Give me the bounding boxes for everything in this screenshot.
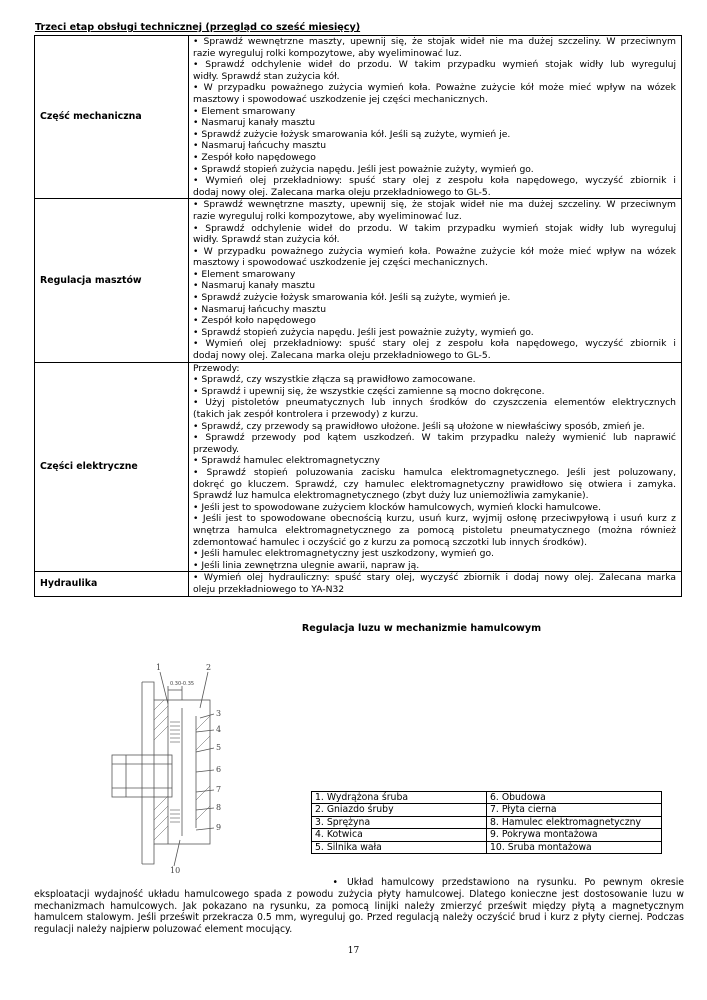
content-line: • Sprawdź wewnętrzne maszty, upewnij się, że stojak wideł nie ma dużej szczeliny. W przeciwnym (193, 199, 676, 211)
callout-9: 9 (216, 823, 222, 832)
legend-cell: 2. Gniazdo śruby (312, 804, 487, 816)
content-line: • Sprawdź, czy przewody są prawidłowo ułożone. Jeśli są ułożone w niewłaściwy sposób, zmień je. (193, 420, 645, 432)
legend-cell: 9. Pokrywa montażowa (487, 829, 662, 841)
row-label: Hydraulika (35, 572, 189, 596)
legend-cell: 7. Płyta cierna (487, 804, 662, 816)
content-line: dodaj nowy olej. Zalecana marka oleju przekładniowego to GL-5. (193, 350, 491, 362)
callout-7: 7 (216, 785, 222, 794)
content-line: • Sprawdź zużycie łożysk smarowania kół. Jeśli są zużyte, wymień je. (193, 292, 511, 304)
brake-mechanism-drawing (70, 660, 230, 875)
content-line: • Jeśli hamulec elektromagnetyczny jest uszkodzony, wymień go. (193, 548, 494, 560)
content-line: • Nasmaruj kanały masztu (193, 117, 316, 129)
content-line: razie wyreguluj rolki kompozytowe, aby wyeliminować luz. (193, 47, 462, 59)
content-line: • Nasmaruj łańcuchy masztu (193, 140, 327, 152)
row-label: Regulacja masztów (35, 199, 189, 362)
content-line: • Sprawdź zużycie łożysk smarowania kół. Jeśli są zużyte, wymień je. (193, 128, 511, 140)
content-line: • Zespół koło napędowego (193, 315, 316, 327)
row-label: Część mechaniczna (35, 36, 189, 199)
content-line: • Sprawdź stopień zużycia napędu. Jeśli jest poważnie zużyty, wymień go. (193, 326, 534, 338)
content-line: razie wyreguluj rolki kompozytowe, aby wyeliminować luz. (193, 210, 462, 222)
callout-3: 3 (216, 709, 222, 718)
table-row (35, 572, 682, 596)
content-line: • Sprawdź hamulec elektromagnetyczny (193, 455, 380, 467)
legend-row (312, 792, 662, 804)
content-line: • Wymień olej hydrauliczny: spuść stary olej, wyczyść zbiornik i dodaj nowy olej. Zalecana marka (193, 572, 676, 584)
content-line: • Nasmaruj łańcuchy masztu (193, 303, 327, 315)
content-line: zdemontować hamulec i oczyścić go z kurzu za pomocą szczotki lub innych środków). (193, 536, 588, 548)
content-line: Sprawdź luz hamulca elektromagnetycznego (zbyt duży luz uniemożliwia zamykanie). (193, 490, 589, 502)
content-line: • Nasmaruj kanały masztu (193, 280, 316, 292)
callout-2: 2 (206, 663, 212, 672)
content-line: widły. Sprawdź stan zużycia kół. (193, 70, 340, 82)
content-line: • Zespół koło napędowego (193, 151, 316, 163)
content-line: • Sprawdź odchylenie wideł do przodu. W takim przypadku wymień stojak widły lub wyreguluj (193, 222, 676, 234)
content-line: dodaj nowy olej. Zalecana marka oleju przekładniowego to GL-5. (193, 186, 491, 198)
row-content (189, 36, 682, 199)
row-content (189, 362, 682, 572)
content-line: dokręć go kluczem. Sprawdź, czy hamulec elektromagnetyczny prawidłowo się otwiera i zamyka. (193, 478, 676, 490)
legend-cell: 1. Wydrążona śruba (312, 792, 487, 804)
callout-4: 4 (216, 725, 222, 734)
content-line: • Użyj pistoletów pneumatycznych lub innych środków do czyszczenia elementów elektrycznych (193, 397, 676, 409)
row-label: Części elektryczne (35, 362, 189, 572)
content-line: (takich jak zespół kontrolera i przewody) z kurzu. (193, 409, 419, 420)
legend-row (312, 804, 662, 816)
page-number: 17 (347, 946, 360, 956)
row-content (189, 199, 682, 362)
content-line: • Sprawdź stopień poluzowania zacisku hamulca elektromagnetycznego. Jeśli jest poluzowany, (193, 466, 676, 478)
legend-row (312, 841, 662, 853)
legend-cell: 3. Sprężyna (312, 816, 487, 828)
content-line: • Sprawdź, czy wszystkie złącza są prawidłowo zamocowane. (193, 374, 476, 386)
legend-row (312, 829, 662, 841)
content-line: • Sprawdź stopień zużycia napędu. Jeśli jest poważnie zużyty, wymień go. (193, 163, 534, 175)
content-line: wnętrza hamulca elektromagnetycznego za pomocą pistoletu pneumatycznego (można również (193, 524, 676, 536)
callout-10: 10 (170, 866, 181, 875)
content-line: przewody. (193, 443, 240, 455)
legend-cell: 6. Obudowa (487, 792, 662, 804)
content-line: • Jeśli jest to spowodowane zużyciem klocków hamulcowych, wymień klocki hamulcowe. (193, 501, 602, 513)
legend-cell: 4. Kotwica (312, 829, 487, 841)
maintenance-table (34, 35, 682, 597)
content-line: widły. Sprawdź stan zużycia kół. (193, 234, 340, 246)
table-row (35, 199, 682, 362)
bullet: • (332, 877, 338, 888)
content-line: • Sprawdź przewody pod kątem uszkodzeń. W takim przypadku należy wymienić lub naprawić (193, 432, 676, 444)
callout-1: 1 (156, 663, 162, 672)
table-row (35, 362, 682, 572)
section-title: Regulacja luzu w mechanizmie hamulcowym (301, 623, 542, 634)
table-row (35, 36, 682, 199)
content-line: • W przypadku poważnego zużycia wymień koła. Poważne zużycie kół może mieć wpływ na wózek (193, 245, 676, 257)
content-line: • Sprawdź odchylenie wideł do przodu. W takim przypadku wymień stojak widły lub wyreguluj (193, 59, 676, 71)
dimension-label: 0.30-0.35 (170, 681, 195, 687)
content-line: • Element smarowany (193, 105, 296, 117)
content-line: • Wymień olej przekładniowy: spuść stary olej z zespołu koła napędowego, wyczyść zbiornik i (193, 175, 676, 187)
content-line: • Sprawdź wewnętrzne maszty, upewnij się, że stojak wideł nie ma dużej szczeliny. W przeciwnym (193, 36, 676, 47)
callout-6: 6 (216, 765, 222, 774)
callout-5: 5 (216, 743, 222, 752)
content-line: • W przypadku poważnego zużycia wymień koła. Poważne zużycie kół może mieć wpływ na wózek (193, 82, 676, 94)
legend-cell: 10. Śruba montażowa (487, 841, 662, 853)
legend-cell: 5. Silnika wała (312, 841, 487, 853)
brake-description (34, 877, 684, 936)
content-line: • Element smarowany (193, 268, 296, 280)
parts-legend (311, 791, 662, 854)
content-line: Przewody: (193, 362, 240, 374)
content-line: • Wymień olej przekładniowy: spuść stary olej z zespołu koła napędowego, wyczyść zbiornik i (193, 338, 676, 350)
legend-cell: 8. Hamulec elektromagnetyczny (487, 816, 662, 828)
legend-row (312, 816, 662, 828)
content-line: oleju przekładniowego to YA-N32 (193, 583, 345, 595)
brake-description-text: Układ hamulcowy przedstawiono na rysunku. Po pewnym okresie eksploatacji wydajność układu hamulcowego spada z powodu zużycia płyty hamulcowej. Dlatego konieczne jest dostosowanie luzu w mechanizmach hamulcowych. Jak pokazano na rysunku, za pomocą linijki należy zmierzyć prześwit między płytą a magnetycznym hamulcem stalowym. Jeśli prześwit przekracza 0.5 mm, wyreguluj go. Przed regulacją należy oczyścić brud i kurz z płyty ciernej. Podczas regulacji należy najpierw poluzować element mocujący. (34, 877, 684, 936)
content-line: • Sprawdź i upewnij się, że wszystkie części zamienne są mocno dokręcone. (193, 385, 545, 397)
content-line: masztowy i spowodować uszkodzenie jej części mechanicznych. (193, 93, 488, 105)
row-content (189, 572, 682, 596)
content-line: masztowy i spowodować uszkodzenie jej części mechanicznych. (193, 257, 488, 269)
content-line: • Jeśli jest to spowodowane obecnością kurzu, usuń kurz, wyjmij osłonę przeciwpyłową i usuń kurz z (193, 513, 676, 525)
callout-8: 8 (216, 803, 222, 812)
content-line: • Jeśli linia zewnętrzna ulegnie awarii, napraw ją. (193, 559, 420, 571)
page-heading: Trzeci etap obsługi technicznej (przegląd co sześć miesięcy) (35, 22, 361, 33)
